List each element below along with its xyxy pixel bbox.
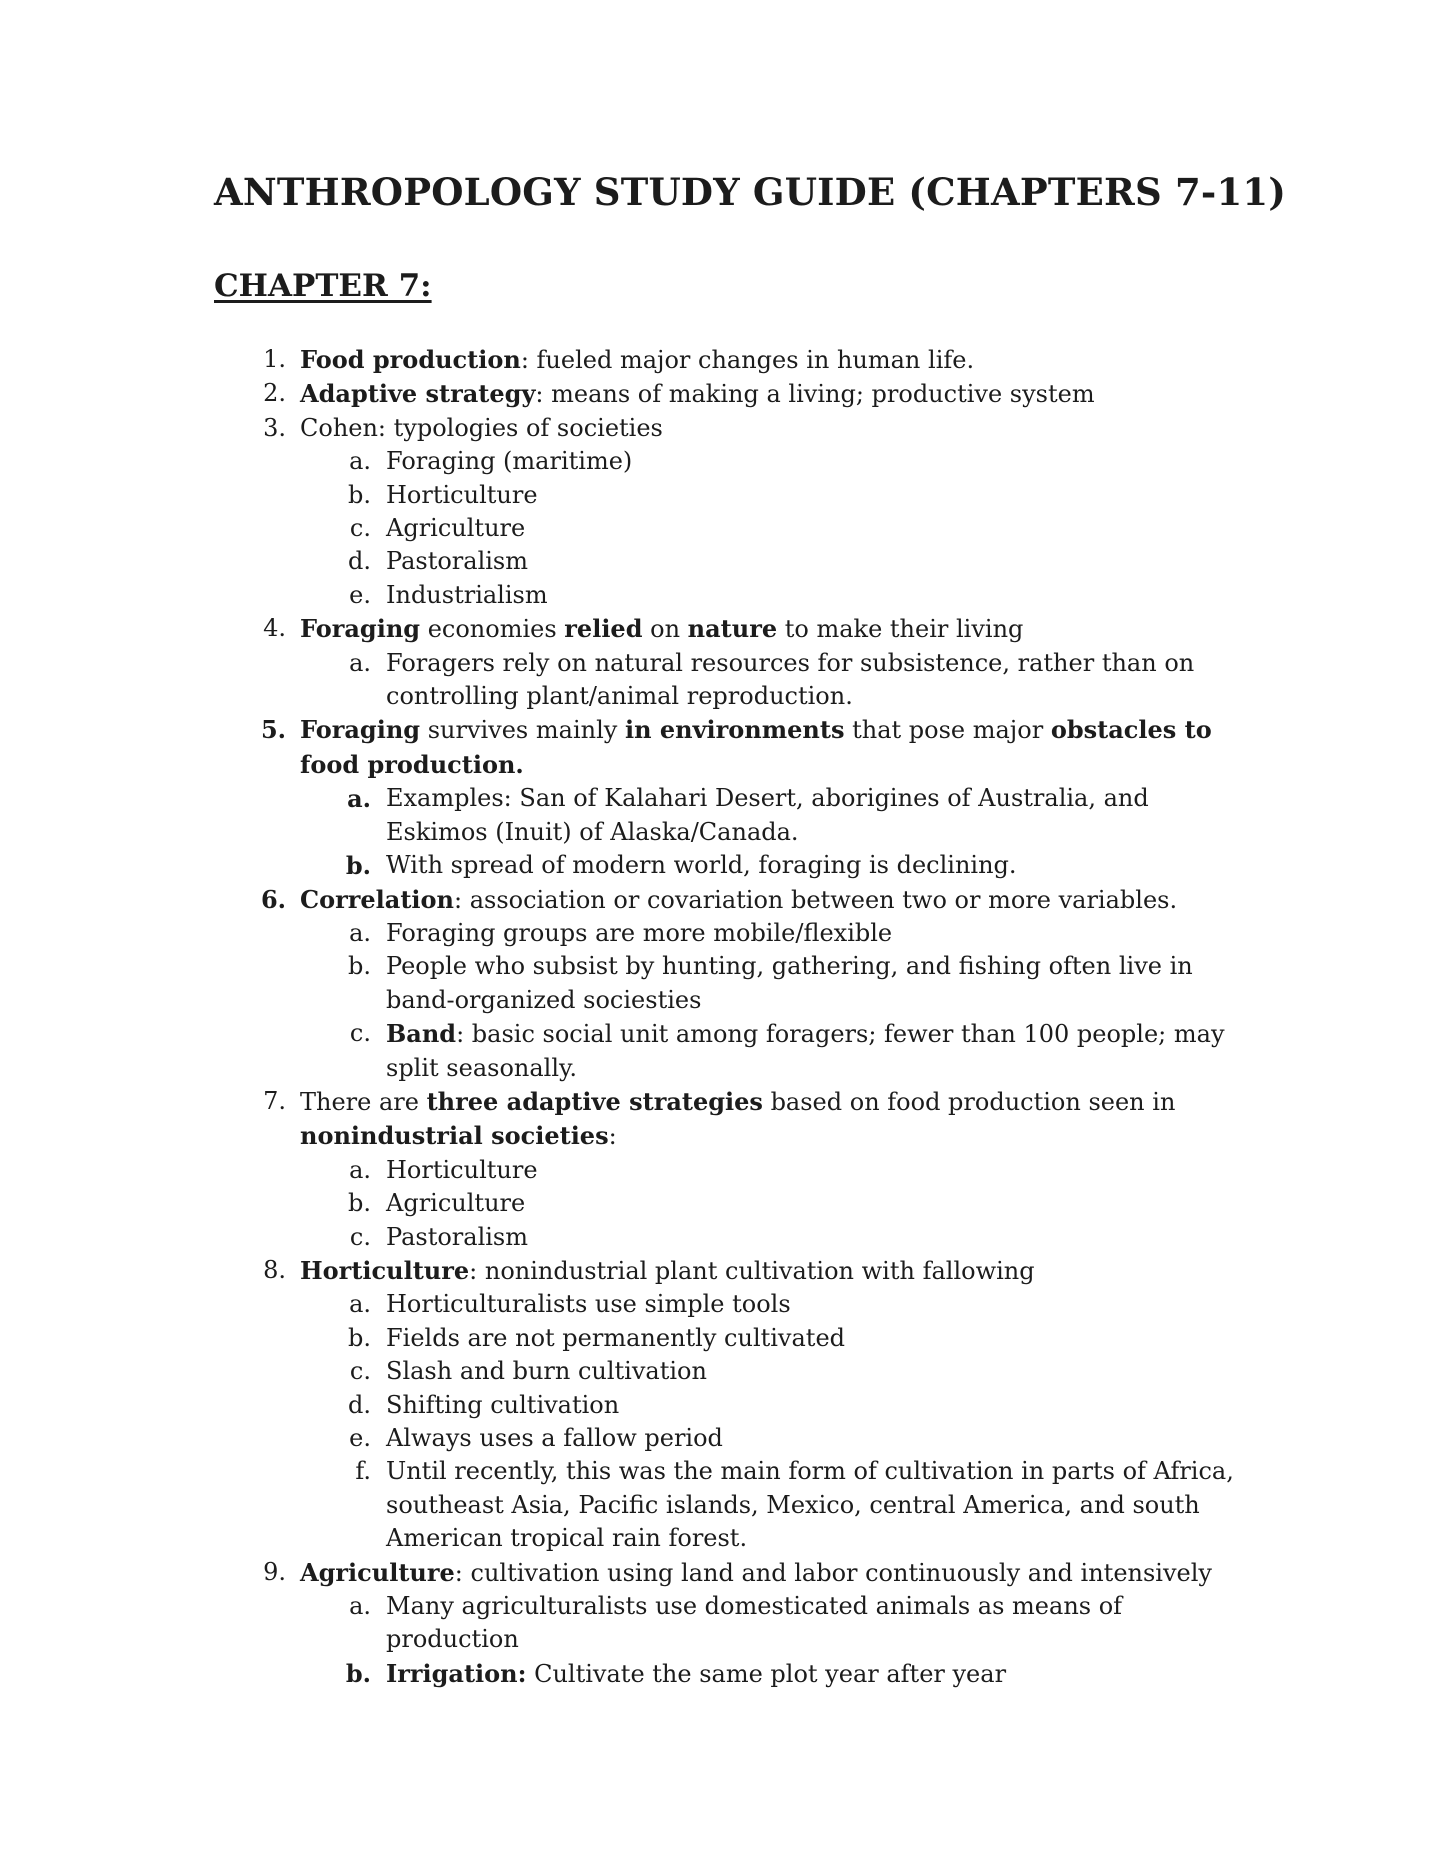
sub-list-item-text xyxy=(386,1223,528,1251)
text-segment: There are xyxy=(300,1087,427,1116)
text-segment: Horticulturalists use simple tools xyxy=(386,1290,791,1319)
text-segment: With spread of modern world, foraging is declining. xyxy=(386,851,1017,880)
text-segment: : basic social unit among foragers; fewer than 100 people; may split seasonally. xyxy=(386,1020,1225,1082)
list-item xyxy=(0,343,1260,377)
list-item-text xyxy=(300,1088,1175,1150)
list-item-number: 3. xyxy=(263,413,286,442)
bold-term: Foraging xyxy=(300,614,421,644)
text-segment: Horticulture xyxy=(386,480,538,509)
list-item xyxy=(0,1254,1260,1556)
bold-term: in environments xyxy=(624,715,845,745)
sub-list-item xyxy=(0,1154,1236,1187)
sub-list xyxy=(300,1590,1260,1691)
sub-list-item-text xyxy=(386,447,632,475)
bold-term: nonindustrial societies xyxy=(300,1121,609,1151)
sub-list xyxy=(300,782,1260,882)
text-segment: economies xyxy=(420,615,565,644)
text-segment: Shifting cultivation xyxy=(386,1390,620,1419)
list-item-number: 5. xyxy=(260,715,286,745)
sub-list-item xyxy=(0,1187,1236,1220)
text-segment: Many agriculturalists use domesticated animals as means of production xyxy=(386,1592,1123,1654)
text-segment: Pastoralism xyxy=(386,1222,528,1251)
text-segment: Cohen: typologies of societies xyxy=(300,413,663,442)
sub-list-item-letter: c. xyxy=(349,1019,371,1048)
sub-list-item xyxy=(0,647,1236,714)
list-item-text xyxy=(300,716,1212,778)
sub-list-item xyxy=(0,1017,1236,1085)
sub-list-item xyxy=(0,1455,1236,1555)
sub-list-item-letter: c. xyxy=(349,1222,371,1251)
list-item xyxy=(0,1556,1260,1692)
bold-term: three adaptive strategies xyxy=(426,1086,763,1116)
sub-list-item xyxy=(0,445,1236,478)
bold-term: nature xyxy=(687,614,778,644)
sub-list-item-letter: a. xyxy=(349,1155,371,1184)
sub-list-item xyxy=(0,1422,1236,1455)
sub-list-item-letter: b. xyxy=(348,952,371,981)
list-item-number: 8. xyxy=(263,1255,286,1284)
sub-list-item xyxy=(0,782,1236,849)
text-segment: survives mainly xyxy=(420,716,625,745)
sub-list-item xyxy=(0,1590,1236,1657)
sub-list-item-letter: c. xyxy=(349,514,371,543)
outline-list xyxy=(0,343,1456,1691)
sub-list-item-text xyxy=(386,1290,791,1318)
sub-list-item xyxy=(0,1322,1236,1355)
sub-list-item xyxy=(0,545,1236,578)
text-segment: : association or covariation between two or more variables. xyxy=(454,885,1178,914)
sub-list-item-text xyxy=(386,919,892,947)
list-item-text xyxy=(300,380,1095,408)
list-item-text xyxy=(300,615,1023,643)
list-item-text xyxy=(300,886,1177,914)
text-segment: Agriculture xyxy=(386,1189,526,1218)
sub-list-item xyxy=(0,512,1236,545)
list-item-text xyxy=(300,414,663,442)
text-segment: : cultivation using land and labor continuously and intensively xyxy=(454,1558,1212,1587)
sub-list-item-letter: b. xyxy=(345,1658,371,1688)
sub-list-item-letter: b. xyxy=(345,851,371,881)
text-segment: : nonindustrial plant cultivation with fallowing xyxy=(469,1256,1035,1285)
bold-term: Agriculture xyxy=(300,1557,455,1587)
sub-list-item-letter: a. xyxy=(349,918,371,947)
sub-list-item-text xyxy=(386,1189,525,1217)
bold-term: Adaptive strategy xyxy=(300,379,536,409)
sub-list-item xyxy=(0,1355,1236,1388)
sub-list-item-text xyxy=(386,1424,723,1452)
sub-list-item-text xyxy=(386,1357,707,1385)
sub-list-item-text xyxy=(386,481,538,509)
sub-list-item-text xyxy=(386,547,528,575)
sub-list-item-text xyxy=(386,581,548,609)
sub-list-item xyxy=(0,1288,1236,1321)
text-segment: on xyxy=(642,615,688,644)
text-segment: Always uses a fallow period xyxy=(386,1424,723,1452)
text-segment: Examples: San of Kalahari Desert, aborigines of Australia, and Eskimos (Inuit) of Alaska/Canada. xyxy=(386,784,1149,846)
list-item-number: 6. xyxy=(260,884,286,914)
list-item xyxy=(0,883,1260,1085)
sub-list-item xyxy=(0,579,1236,612)
text-segment: : means of making a living; productive system xyxy=(535,380,1095,409)
sub-list-item-letter: e. xyxy=(349,1424,371,1452)
sub-list-item-letter: e. xyxy=(349,580,371,609)
list-item-number: 2. xyxy=(263,379,286,408)
sub-list-item xyxy=(0,1389,1236,1422)
sub-list-item-letter: d. xyxy=(348,1390,371,1419)
text-segment: Foraging groups are more mobile/flexible xyxy=(386,918,893,947)
bold-term: Band xyxy=(386,1019,457,1049)
text-segment: Foraging (maritime) xyxy=(386,447,633,476)
sub-list-item xyxy=(0,917,1236,950)
list-item xyxy=(0,1085,1260,1254)
text-segment: Horticulture xyxy=(386,1155,538,1184)
bold-term: relied xyxy=(564,614,643,644)
document-title: ANTHROPOLOGY STUDY GUIDE (CHAPTERS 7-11) xyxy=(214,170,1287,214)
list-item xyxy=(0,612,1260,713)
sub-list-item-letter: a. xyxy=(347,784,371,814)
bold-term: obstacles to food production. xyxy=(300,715,1212,779)
text-segment: Agriculture xyxy=(386,514,526,543)
sub-list-item-text xyxy=(386,1457,1234,1552)
sub-list-item xyxy=(0,1657,1236,1691)
list-item-number: 7. xyxy=(263,1086,286,1115)
text-segment: Until recently, this was the main form of cultivation in parts of Africa, southeast Asia, Pacific islands, Mexico, central America, and south American tropical rain forest. xyxy=(386,1457,1234,1553)
list-item-number: 1. xyxy=(263,345,286,373)
text-segment: Foragers rely on natural resources for subsistence, rather than on controlling plant/animal reproduction. xyxy=(386,648,1195,711)
sub-list-item-text xyxy=(386,1020,1225,1081)
sub-list-item-text xyxy=(386,514,525,542)
bold-term: Foraging xyxy=(300,715,421,745)
sub-list xyxy=(300,445,1260,612)
sub-list-item xyxy=(0,479,1236,512)
text-segment: that pose major xyxy=(844,716,1051,745)
list-item xyxy=(0,377,1260,411)
list-item xyxy=(0,713,1260,882)
list-item-text xyxy=(300,1257,1035,1285)
list-item-text xyxy=(300,346,974,374)
sub-list-item-letter: d. xyxy=(348,547,371,576)
text-segment: based on food production seen in xyxy=(762,1087,1176,1116)
chapter-heading: CHAPTER 7: xyxy=(214,268,432,304)
text-segment: to make their living xyxy=(777,615,1024,644)
sub-list-item xyxy=(0,950,1236,1017)
sub-list-item-text xyxy=(386,1391,619,1419)
sub-list-item-letter: b. xyxy=(348,1323,371,1352)
sub-list-item-text xyxy=(386,649,1194,710)
sub-list-item xyxy=(0,1221,1236,1254)
sub-list xyxy=(300,1154,1260,1254)
sub-list-item-letter: c. xyxy=(349,1357,371,1386)
text-segment: : xyxy=(608,1122,617,1151)
sub-list-item-letter: a. xyxy=(349,447,371,476)
sub-list xyxy=(300,1288,1260,1555)
text-segment: Industrialism xyxy=(386,580,548,609)
list-item xyxy=(0,412,1260,612)
sub-list-item-letter: b. xyxy=(348,480,371,509)
text-segment: Fields are not permanently cultivated xyxy=(386,1323,846,1352)
list-item-number: 4. xyxy=(263,614,286,643)
sub-list-item-text xyxy=(386,1592,1122,1653)
sub-list-item-text xyxy=(386,784,1149,845)
text-segment: People who subsist by hunting, gathering, and fishing often live in band-organized sociesties xyxy=(386,952,1193,1014)
sub-list-item-letter: a. xyxy=(349,1592,371,1621)
bold-term: Irrigation: xyxy=(386,1658,527,1688)
text-segment: Pastoralism xyxy=(386,547,528,576)
text-segment: Cultivate the same plot year after year xyxy=(526,1659,1007,1688)
sub-list-item-letter: b. xyxy=(348,1189,371,1218)
sub-list xyxy=(300,647,1260,714)
sub-list-item-letter: a. xyxy=(349,648,371,677)
sub-list-item-text xyxy=(386,851,1017,879)
text-segment: : fueled major changes in human life. xyxy=(520,346,975,374)
sub-list-item-text xyxy=(386,1324,845,1352)
sub-list-item xyxy=(0,849,1236,882)
bold-term: Horticulture xyxy=(300,1255,470,1285)
text-segment: Slash and burn cultivation xyxy=(386,1357,707,1386)
list-item-number: 9. xyxy=(263,1557,286,1586)
bold-term: Correlation xyxy=(300,884,454,914)
list-item-text xyxy=(300,1559,1212,1587)
sub-list-item-text xyxy=(386,1156,538,1184)
sub-list xyxy=(300,917,1260,1085)
sub-list-item-text xyxy=(386,1660,1006,1688)
sub-list-item-letter: a. xyxy=(349,1290,371,1319)
sub-list-item-letter: f. xyxy=(355,1457,371,1486)
bold-term: Food production xyxy=(300,345,521,374)
sub-list-item-text xyxy=(386,952,1193,1013)
